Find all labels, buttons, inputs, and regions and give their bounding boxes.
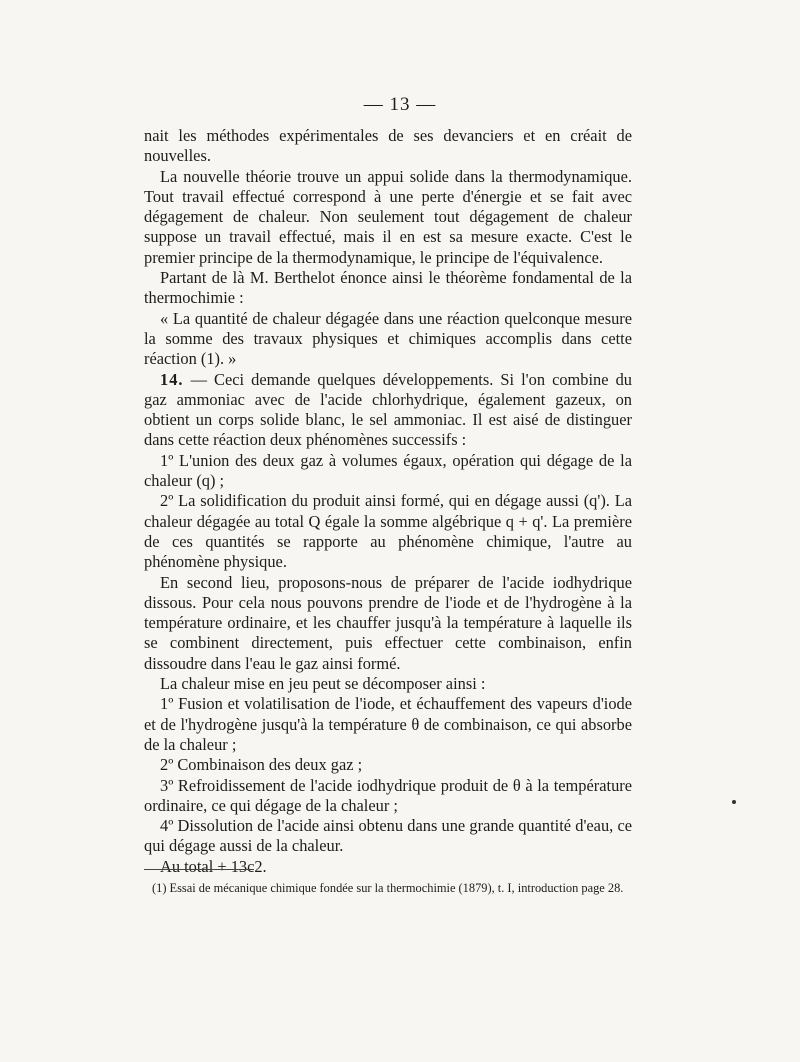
footnote-divider	[144, 869, 254, 870]
paragraph: Au total + 13c2.	[160, 856, 267, 876]
paragraph: 1º Fusion et volatilisation de l'iode, et échauffement des vapeurs d'iode et de l'hydrogène jusqu'à la température θ de combinaison, ce qui absorbe de la chaleur ;	[144, 694, 632, 754]
section-number: 14.	[160, 369, 184, 389]
paragraph: 2º Combinaison des deux gaz ;	[160, 755, 363, 775]
page-number: — 13 —	[363, 94, 437, 115]
footnote: (1) Essai de mécanique chimique fondée sur la thermochimie (1879), t. I, introduction page 28.	[152, 881, 624, 895]
body-text	[144, 126, 632, 877]
paragraph: 4º Dissolution de l'acide ainsi obtenu dans une grande quantité d'eau, ce qui dégage aussi de la chaleur.	[144, 816, 632, 856]
section-paragraph	[144, 370, 632, 451]
paragraph: En second lieu, proposons-nous de préparer de l'acide iodhydrique dissous. Pour cela nous pouvons prendre de l'iode et de l'hydrogène à la température ordinaire, et les chauffer jusqu'à la température à laquelle ils se combinent directement, puis effectuer cette combinaison, enfin dissoudre dans l'eau le gaz ainsi formé.	[144, 572, 632, 673]
paragraph: nait les méthodes expérimentales de ses devanciers et en créait de nouvelles.	[144, 126, 632, 166]
paragraph: Partant de là M. Berthelot énonce ainsi le théorème fondamental de la thermochimie :	[144, 268, 632, 308]
section-text: — Ceci demande quelques développements. Si l'on combine du gaz ammoniac avec de l'acide chlorhydrique, également gazeux, on obtient un corps solide blanc, le sel ammoniac. Il est aisé de distinguer dans cette réaction deux phénomènes successifs :	[144, 369, 632, 450]
paragraph: 3º Refroidissement de l'acide iodhydrique produit de θ à la température ordinaire, ce qui dégage de la chaleur ;	[144, 775, 632, 815]
paragraph: 1º L'union des deux gaz à volumes égaux, opération qui dégage de la chaleur (q) ;	[144, 450, 632, 491]
paragraph: La chaleur mise en jeu peut se décomposer ainsi :	[160, 674, 486, 694]
paragraph: 2º La solidification du produit ainsi formé, qui en dégage aussi (q'). La chaleur dégagée au total Q égale la somme algébrique q + q'. La première de ces quantités se rapporte au phénomène chimique, l'autre au phénomène physique.	[144, 491, 632, 572]
ink-speck	[732, 800, 736, 804]
paragraph: La nouvelle théorie trouve un appui solide dans la thermodynamique. Tout travail effectué correspond à une perte d'énergie et se fait avec dégagement de chaleur. Non seulement tout dégagement de chaleur suppose un travail effectué, mais il en est sa mesure exacte. C'est le premier principe de la thermodynamique, le principe de l'équivalence.	[144, 166, 632, 267]
quote-paragraph: « La quantité de chaleur dégagée dans une réaction quelconque mesure la somme des travaux physiques et chimiques accomplis dans cette réaction (1). »	[144, 308, 632, 369]
